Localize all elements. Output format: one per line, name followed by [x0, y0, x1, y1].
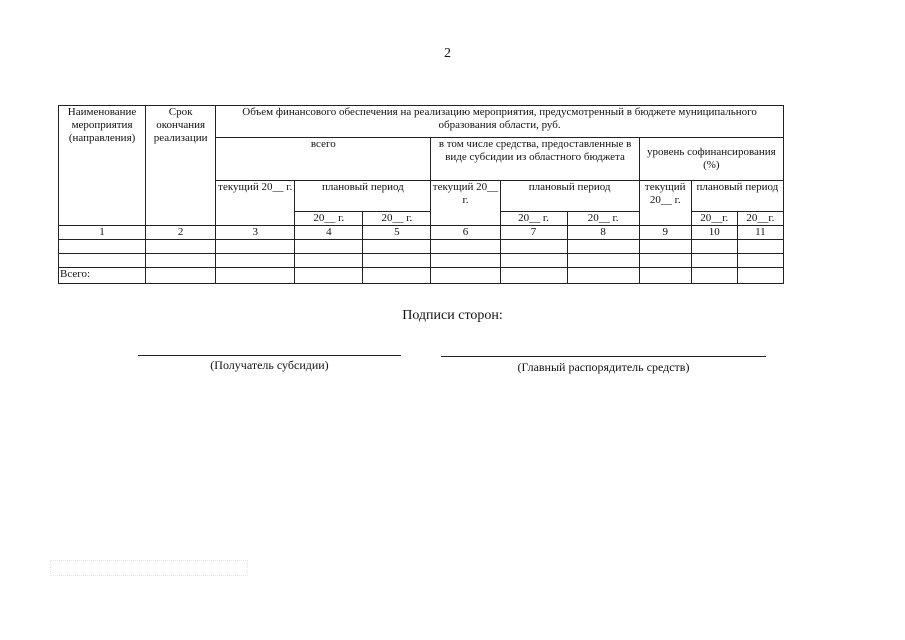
header-year-7: 20__ г.: [500, 212, 567, 226]
table-row: [59, 240, 784, 254]
header-year-11: 20__г.: [737, 212, 783, 226]
header-current-total: текущий 20__ г.: [216, 181, 295, 226]
header-financing-volume: Объем финансового обеспечения на реализацию мероприятия, предусмотренный в бюджете муниципального образования области, руб.: [216, 106, 784, 138]
total-label: Всего:: [59, 268, 146, 284]
header-current-subsidy: текущий 20__ г.: [431, 181, 500, 226]
header-year-10: 20__г.: [691, 212, 737, 226]
column-number: 3: [216, 226, 295, 240]
column-number: 2: [146, 226, 216, 240]
column-number: 5: [363, 226, 431, 240]
financing-table: [58, 105, 784, 284]
header-planned-cofinancing: плановый период: [691, 181, 783, 212]
header-year-8: 20__ г.: [567, 212, 639, 226]
header-event-name: Наименование мероприятия (направления): [59, 106, 146, 226]
recipient-caption: (Получатель субсидии): [210, 358, 329, 372]
column-number: 1: [59, 226, 146, 240]
signatures-title: Подписи сторон:: [402, 308, 503, 323]
header-planned-total: плановый период: [295, 181, 431, 212]
administrator-signature-line: [441, 356, 766, 357]
administrator-caption: (Главный распорядитель средств): [517, 360, 690, 374]
header-year-4: 20__ г.: [295, 212, 363, 226]
recipient-signature-line: [138, 355, 401, 356]
header-planned-subsidy: плановый период: [500, 181, 639, 212]
header-current-cofinancing: текущий 20__ г.: [639, 181, 691, 226]
column-number: 9: [639, 226, 691, 240]
column-number: 11: [737, 226, 783, 240]
page-number: 2: [444, 46, 451, 61]
column-number: 7: [500, 226, 567, 240]
header-total: всего: [216, 138, 431, 181]
column-numbers-row: [59, 226, 784, 240]
column-number: 6: [431, 226, 500, 240]
table-row: [59, 254, 784, 268]
header-end-date: Срок окончания реализации: [146, 106, 216, 226]
column-number: 4: [295, 226, 363, 240]
column-number: 10: [691, 226, 737, 240]
faded-stamp: [50, 560, 248, 576]
total-row: [59, 268, 784, 284]
column-number: 8: [567, 226, 639, 240]
header-year-5: 20__ г.: [363, 212, 431, 226]
header-subsidy: в том числе средства, предоставленные в виде субсидии из областного бюджета: [431, 138, 639, 181]
header-cofinancing: уровень софинансирования (%): [639, 138, 783, 181]
